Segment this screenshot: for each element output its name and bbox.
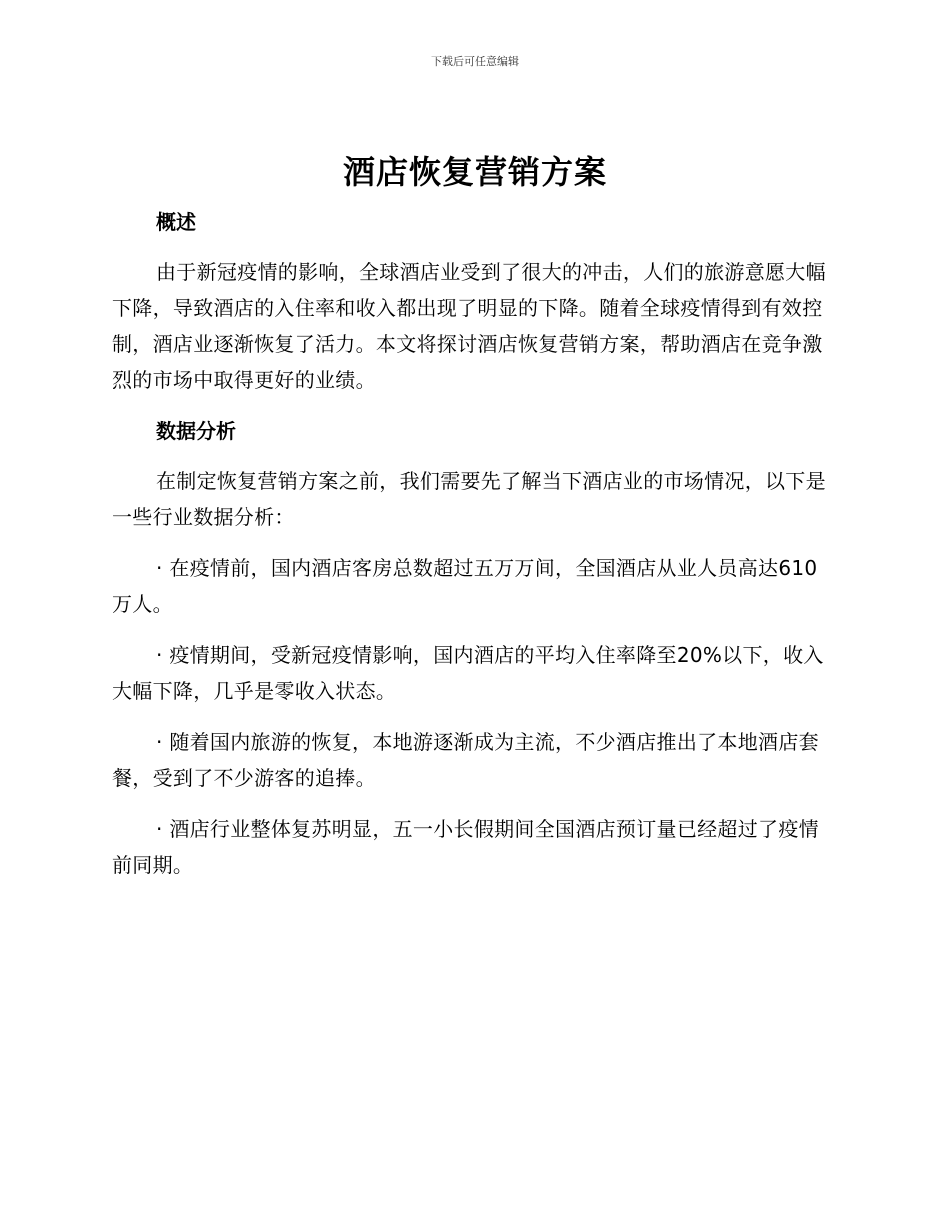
bullet-item-during-pandemic: · 疫情期间，受新冠疫情影响，国内酒店的平均入住率降至20%以下，收入大幅下降，几乎是零收入状态。 [112,643,824,703]
section-overview [112,204,832,398]
bullet-item-pre-pandemic: · 在疫情前，国内酒店客房总数超过五万万间，全国酒店从业人员高达610万人。 [112,556,818,616]
bullet-item-recovery: · 酒店行业整体复苏明显，五一小长假期间全国酒店预订量已经超过了疫情前同期。 [112,817,819,877]
bullet-item-local-tourism: · 随着国内旅游的恢复，本地游逐渐成为主流，不少酒店推出了本地酒店套餐，受到了不少游客的追捧。 [112,730,819,790]
header-note: 下载后可任意编辑 [431,55,519,68]
paragraph-analysis-intro: 在制定恢复营销方案之前，我们需要先了解当下酒店业的市场情况，以下是一些行业数据分析： [112,469,826,529]
section-heading-overview: 概述 [156,210,196,234]
paragraph-overview: 由于新冠疫情的影响，全球酒店业受到了很大的冲击，人们的旅游意愿大幅下降，导致酒店的入住率和收入都出现了明显的下降。随着全球疫情得到有效控制，酒店业逐渐恢复了活力。本文将探讨酒店恢复营销方案，帮助酒店在竞争激烈的市场中取得更好的业绩。 [112,260,826,392]
section-heading-data-analysis: 数据分析 [156,419,236,443]
section-data-analysis [112,413,832,883]
document-title: 酒店恢复营销方案 [342,153,607,191]
document-body [112,204,832,898]
